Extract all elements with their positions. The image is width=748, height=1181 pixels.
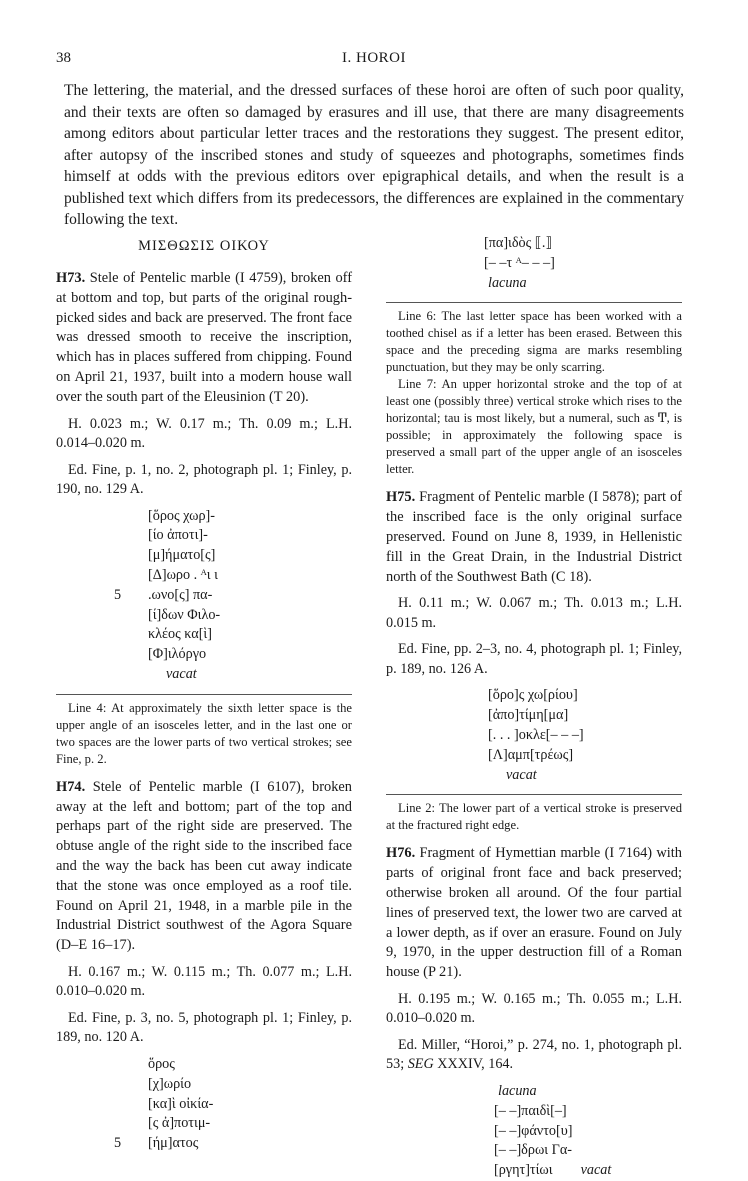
vacat-mark: vacat: [580, 1162, 612, 1179]
inscription-line: [494, 1161, 682, 1181]
inscription-line: [πα]ιδὸς ⟦.⟧: [484, 235, 553, 251]
inscription-line: [– –]δρωι Γα-: [494, 1142, 573, 1159]
edition-seg: SEG: [407, 1056, 434, 1073]
inscription-line: [ίο ἀποτι]-: [148, 527, 208, 544]
inscription-line: [Φ]ιλόργο: [148, 646, 207, 663]
entry-editions: Ed. Fine, pp. 2–3, no. 4, photograph pl. 1; Finley, p. 189, no. 126 A.: [386, 641, 682, 677]
entry-description-text: Stele of Pentelic marble (I 4759), broken off at bottom and top, but parts of the original rough-picked sides and back are preserved. The front face was dressed smooth to receive the inscription, which has in places suffered from chipping. Found on April 21, 1937, built into a modern house wall over the south part of the Eleusinion (T 20).: [56, 270, 352, 405]
entry-h75: [386, 488, 682, 834]
commentary: [56, 694, 352, 768]
inscription-line: ὅρος: [148, 1055, 175, 1072]
inscription-line: [Λ]αμπ[τρέως]: [488, 746, 574, 763]
entry-editions: Ed. Fine, p. 1, no. 2, photograph pl. 1; Finley, p. 190, no. 129 A.: [56, 461, 352, 498]
entry-id: H74.: [56, 778, 86, 795]
entry-h73: [56, 269, 352, 768]
commentary: [386, 794, 682, 834]
section-title: ΜΙΣΘΩΣΙΣ ΟΙΚΟΥ: [138, 238, 270, 254]
inscription-line: [ὅρος χωρ]-: [148, 507, 216, 524]
commentary-note: Line 6: The last letter space has been worked with a toothed chisel as if a letter has been erased. Between this space and the preceding sigma are marks resembling punctuation, but they may be only scarring.: [386, 309, 682, 375]
commentary-note: Line 7: An upper horizontal stroke and the top of at least one (possibly three) vertical stroke which rises to the horizontal; tau is most likely, but a numeral, such as Ͳ, is possible; in approximately the following space is preserved a small part of the upper angle of an isosceles letter.: [386, 377, 682, 477]
inscription-line: [ί]δων Φιλο-: [148, 606, 221, 623]
inscription-line: [χ]ωρίο: [148, 1075, 192, 1092]
inscription-text: [56, 1055, 352, 1154]
entry-id: H76.: [386, 845, 416, 862]
inscription-line: [ἀπο]τίμη[μα]: [488, 707, 569, 724]
inscription-line: [ς ἀ]ποτιμ-: [148, 1115, 211, 1132]
entry-measurements: H. 0.167 m.; W. 0.115 m.; Th. 0.077 m.; L.H. 0.010–0.020 m.: [56, 963, 352, 1000]
commentary-note: Line 4: At approximately the sixth letter space is the upper angle of an isosceles letter, and in the last one or two spaces are the lower parts of two vertical strokes; see Fine, p. 2.: [56, 700, 352, 766]
inscription-line: [– –]φάντο[υ]: [494, 1122, 573, 1139]
inscription-line: [μ]ήματο[ς]: [148, 547, 216, 564]
lacuna-mark: lacuna: [498, 1082, 537, 1099]
inscription-line: [114, 586, 352, 606]
inscription-line: [Δ]ωρο . ᴬι ι: [148, 566, 218, 583]
right-column: [386, 234, 682, 1181]
left-column: [56, 232, 352, 1154]
entry-description: [56, 269, 352, 408]
line-number: 5: [114, 586, 122, 603]
edition-ref: XXXIV, 164.: [433, 1056, 514, 1073]
inscription-continuation: [386, 234, 682, 293]
inscription-text: [386, 686, 682, 785]
entry-description-text: Fragment of Pentelic marble (I 5878); part of the inscribed face is the only original surface preserved. Found on June 8, 1939, in Hellenistic fill in the Great Drain, in the Industrial District north of the Southwest Bath (C 18).: [386, 489, 682, 585]
entry-description: [56, 778, 352, 956]
entry-description-text: Fragment of Hymettian marble (I 7164) with parts of original front face and back preserved; otherwise broken all around. Of the four partial lines of preserved text, the lower two are carved at a lower depth, as if over an erasure. Found on July 9, 1970, in the upper destruction fill of a Roman house (P 21).: [386, 845, 682, 981]
vacat-mark: vacat: [506, 766, 537, 783]
inscription-line: [114, 1134, 352, 1154]
inscription-line-text: .ωνο[ς] πα-: [148, 586, 213, 603]
page-number: 38: [56, 50, 71, 66]
entry-editions: [386, 1036, 682, 1075]
entry-h76: [386, 844, 682, 1181]
inscription-text: [386, 1082, 682, 1181]
line-number: 5: [114, 1135, 122, 1152]
inscription-line: [. . . ]οκλε[– – –]: [488, 726, 584, 743]
entry-h74: [56, 778, 352, 1154]
intro-paragraph: The lettering, the material, and the dressed surfaces of these horoi are often of such poor quality, and their texts are often so damaged by erasures and ill use, that there are many disagreements among editors about particular letter traces and the restorations they suggest. The present editor, after autopsy of the inscribed stones and study of squeezes and photographs, sometimes finds himself at odds with the previous editors over epigraphical details, and when the result is a published text which differs from its predecessors, the differences are explained in the commentary following the text.: [64, 82, 684, 228]
commentary: [386, 302, 682, 478]
entry-measurements: H. 0.11 m.; W. 0.067 m.; Th. 0.013 m.; L.H. 0.015 m.: [386, 595, 682, 631]
entry-id: H75.: [386, 489, 416, 506]
page-header: [56, 50, 692, 70]
entry-measurements: H. 0.195 m.; W. 0.165 m.; Th. 0.055 m.; L.H. 0.010–0.020 m.: [386, 990, 682, 1027]
inscription-line: [ὅρο]ς χω[ρίου]: [488, 687, 578, 704]
inscription-line: [– –]παιδὶ[–]: [494, 1102, 567, 1119]
entry-id: H73.: [56, 270, 86, 286]
inscription-text: [56, 507, 352, 685]
entry-description: [386, 844, 682, 983]
inscription-line-text: [ήμ]ατος: [148, 1135, 199, 1152]
inscription-line: [κα]ὶ οἰκία-: [148, 1095, 214, 1112]
commentary-note: Line 2: The lower part of a vertical stroke is preserved at the fractured right edge.: [386, 801, 682, 833]
inscription-line-text: [ργητ]τίωι: [494, 1162, 553, 1179]
entry-editions: Ed. Fine, p. 3, no. 5, photograph pl. 1; Finley, p. 189, no. 120 A.: [56, 1009, 352, 1046]
running-title: I. HOROI: [342, 50, 406, 66]
edition-text: Ed. Miller, “Horoi,” p. 274, no. 1, photograph pl. 53;: [386, 1036, 682, 1073]
inscription-line: κλέος κα[ὶ]: [148, 626, 212, 643]
entry-description-text: Stele of Pentelic marble (I 6107), broken away at the left and bottom; part of the top and perhaps part of the right side are preserved. The obtuse angle of the right side to the inscribed face and the way the back has been cut away indicate that the stone was once employed as a roof tile. Found on April 21, 1948, in a marble pile in the Industrial District southwest of the Agora Square (D–E 16–17).: [56, 778, 352, 954]
entry-measurements: H. 0.023 m.; W. 0.17 m.; Th. 0.09 m.; L.H. 0.014–0.020 m.: [56, 415, 352, 452]
entry-description: [386, 488, 682, 587]
lacuna-mark: lacuna: [488, 274, 527, 291]
vacat-mark: vacat: [166, 665, 197, 682]
inscription-line: [– –τ ᴬ– – –]: [484, 254, 555, 271]
